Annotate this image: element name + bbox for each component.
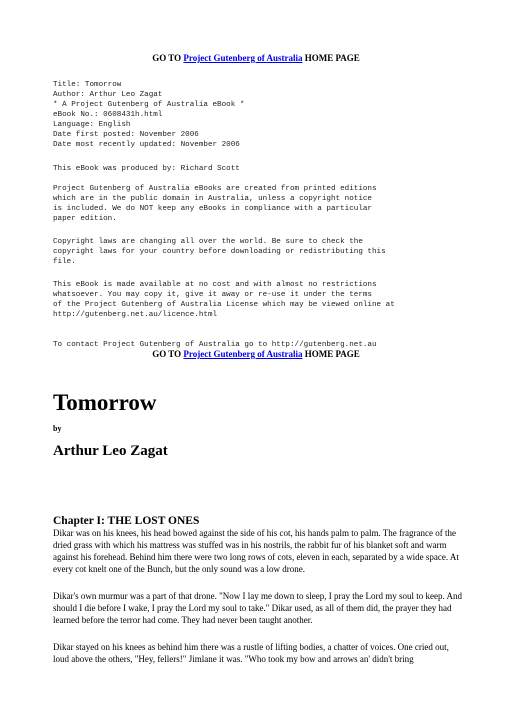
notice-line: copyright laws for your country before downloading or redistributing this bbox=[53, 248, 386, 256]
book-title: Tomorrow bbox=[53, 390, 157, 415]
notice-line: This eBook is made available at no cost and with almost no restrictions bbox=[53, 281, 377, 289]
home-page-link[interactable]: Project Gutenberg of Australia bbox=[183, 349, 303, 359]
info-author: Author: Arthur Leo Zagat bbox=[53, 91, 163, 99]
notice-line: file. bbox=[53, 258, 76, 266]
nav-suffix: HOME PAGE bbox=[304, 53, 360, 63]
nav-suffix: HOME PAGE bbox=[304, 349, 360, 359]
produced-by-line: This eBook was produced by: Richard Scott bbox=[53, 165, 240, 173]
notice-line: is included. We do NOT keep any eBooks in compliance with a particular bbox=[53, 205, 372, 213]
info-updated: Date most recently updated: November 2006 bbox=[53, 141, 240, 149]
ebook-info-block bbox=[53, 80, 493, 150]
info-ebook-no: eBook No.: 0608431h.html bbox=[53, 111, 163, 119]
info-title: Title: Tomorrow bbox=[53, 81, 122, 89]
chapter-heading: Chapter I: THE LOST ONES bbox=[53, 515, 200, 527]
contact-line: To contact Project Gutenberg of Australia go to http://gutenberg.net.au bbox=[53, 341, 377, 349]
info-language: Language: English bbox=[53, 121, 131, 129]
paragraph-1: Dikar was on his knees, his head bowed against the side of his cot, his hands palm to palm. The fragrance of the dried grass with which his mattress was stuffed was in his nostrils, the rabbit fur of his blanket soft and warm against his forehead. Behind him there were two long rows of cots, eleven in each, separated by a wide space. At every cot knelt one of the Bunch, but the only sound was a low drone. bbox=[53, 528, 459, 574]
notice-line: whatsoever. You may copy it, give it away or re-use it under the terms bbox=[53, 291, 372, 299]
notice-line: of the Project Gutenberg of Australia License which may be viewed online at bbox=[53, 301, 395, 309]
notice-line: Copyright laws are changing all over the world. Be sure to check the bbox=[53, 238, 363, 246]
nav-prefix: GO TO bbox=[152, 53, 182, 63]
notice-line: Project Gutenberg of Australia eBooks are created from printed editions bbox=[53, 185, 377, 193]
notice-line: paper edition. bbox=[53, 215, 117, 223]
paragraph-3: Dikar stayed on his knees as behind him there was a rustle of lifting bodies, a chatter of voices. One cried out, loud above the others, "Hey, fellers!" Jimlane it was. "Who took my bow and arrows an' didn't bring bbox=[53, 642, 449, 664]
nav-prefix: GO TO bbox=[152, 349, 182, 359]
book-author: Arthur Leo Zagat bbox=[53, 443, 168, 459]
notice-license bbox=[53, 280, 493, 320]
info-first-posted: Date first posted: November 2006 bbox=[53, 131, 199, 139]
license-url: http://gutenberg.net.au/licence.html bbox=[53, 311, 218, 319]
notice-line: which are in the public domain in Australia, unless a copyright notice bbox=[53, 195, 372, 203]
bottom-home-nav bbox=[0, 349, 512, 360]
info-tagline: * A Project Gutenberg of Australia eBook * bbox=[53, 101, 245, 109]
paragraph-2: Dikar's own murmur was a part of that drone. "Now I lay me down to sleep, I pray the Lord my soul to keep. And should I die before I wake, I pray the Lord my soul to take." Dikar used, as all of them did, the prayer they had learned before the terror had come. They had never been taught another. bbox=[53, 591, 462, 625]
notice-copyright bbox=[53, 237, 493, 267]
top-home-nav bbox=[0, 53, 512, 64]
notice-public-domain bbox=[53, 184, 493, 224]
home-page-link[interactable]: Project Gutenberg of Australia bbox=[183, 53, 303, 63]
byline-by: by bbox=[53, 424, 62, 433]
